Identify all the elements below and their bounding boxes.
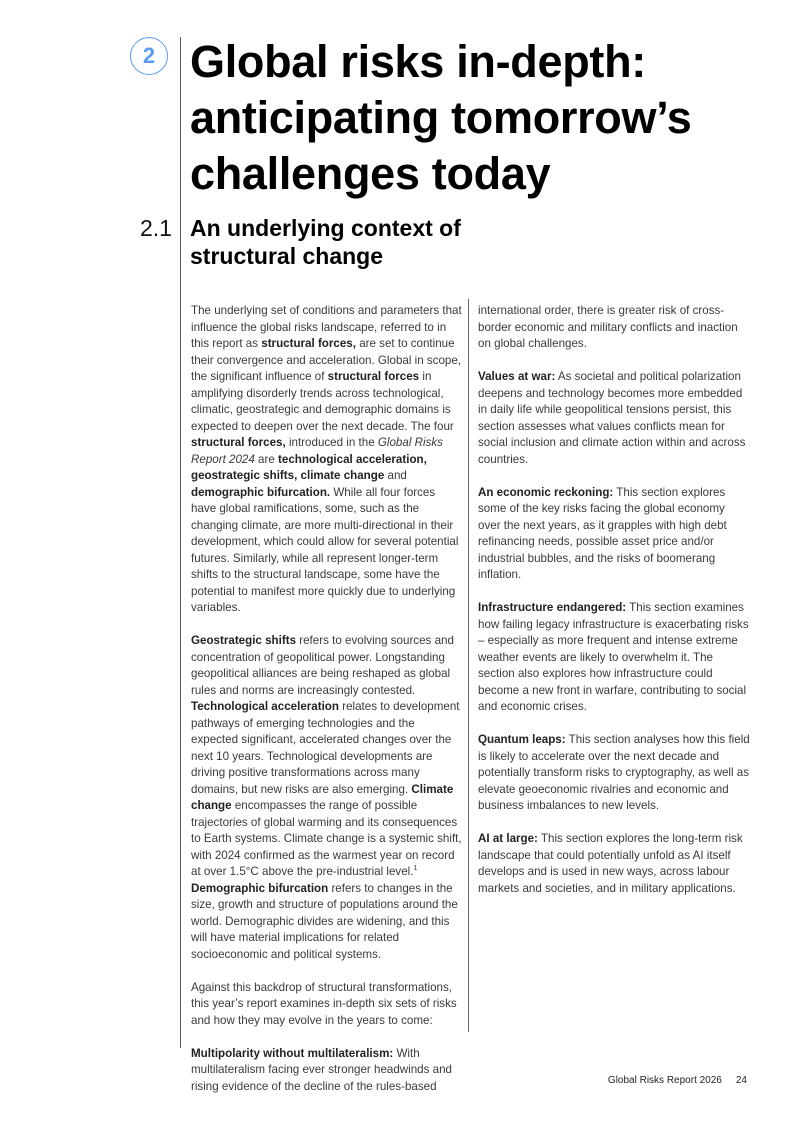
risk-item-multipolarity: Multipolarity without multilateralism: With multilateralism facing ever stronger headwinds and rising evidence of the decline of the rules-based [191,1046,452,1093]
body-column-right [478,303,750,914]
section-title: An underlying context of structural change [190,215,461,269]
report-citation: Global Risks Report 2024 [191,436,443,466]
risk-item-economic-reckoning: An economic reckoning: This section explores some of the key risks facing the global economy over the next years, as it grapples with high debt refinancing needs, possible asset price and/or industrial bubbles, and the risks of boomerang inflation. [478,485,727,581]
footer-report-name: Global Risks Report 2026 [607,1075,722,1086]
page-title: Global risks in-depth: anticipating tomorrow’s challenges today [190,36,692,199]
risk-item-quantum: Quantum leaps: This section analyses how this field is likely to accelerate over the next decade and potentially transform risks to cryptography, as well as elevate geoeconomic rivalries and economic and business imbalances to new levels. [478,733,750,812]
page-footer [608,1075,747,1086]
risk-item-ai: AI at large: This section explores the long-term risk landscape that could potentially unfold as AI itself develops and is used in new ways, across labour markets and societies, and in military applications. [478,832,743,895]
body-column-left [191,303,463,1112]
risk-item-infrastructure: Infrastructure endangered: This section examines how failing legacy infrastructure is exacerbating risks – especially as more frequent and intense extreme weather events are likely to overwhelm it. The section also explores how infrastructure could become a new front in warfare, contributing to social and economic crises. [478,601,749,713]
footnote-reference[interactable]: 1 [413,865,418,873]
risk-item-values-at-war: Values at war: As societal and political polarization deepens and technology becomes more embedded in daily life while geopolitical tensions persist, this section assesses what values conflicts mean for social inclusion and climate action within and across countries. [478,370,746,466]
paragraph-force-definitions: Geostrategic shifts refers to evolving sources and concentration of geopolitical power. Longstanding geopolitical alliances are being reshaped as global rules and norms are increasingly contested. Technological acceleration relates to development pathways of emerging technologies and the expected significant, accelerated changes over the next 10 years. Technological developments are driving positive transformations across many domains, but new risks are also emerging. Climate change encompasses the range of possible trajectories of global warming and its consequences to Earth systems. Climate change is a systemic shift, with 2024 confirmed as the warmest year on record at over 1.5°C above the pre-industrial level.$^1$ Demographic bifurcation refers to changes in the size, growth and structure of populations around the world. Demographic divides are widening, and this will have material implications for related socioeconomic and political systems. [191,634,462,961]
page-number: 24 [735,1075,747,1086]
risk-item-multipolarity-continued: international order, there is greater risk of cross-border economic and military conflicts and inaction on global challenges. [478,304,738,350]
chapter-number: 2 [142,43,156,68]
section-number: 2.1 [140,215,172,241]
paragraph-intro-risks: Against this backdrop of structural transformations, this year’s report examines in-depth six sets of risks and how they may evolve in the years to come: [191,980,457,1027]
chapter-number-badge [130,37,168,75]
left-divider-line [180,37,181,1048]
column-divider-line [468,299,469,1032]
paragraph-structural-forces: The underlying set of conditions and parameters that influence the global risks landscape, referred to in this report as structural forces, are set to continue their convergence and acceleration. Global in scope, the significant influence of structural forces in amplifying disorderly trends across technological, climatic, geostrategic and demographic domains is expected to deepen over the next decade. The four structural forces, introduced in the Global Risks Report 2024 are technological acceleration, geostrategic shifts, climate change and demographic bifurcation. While all four forces have global ramifications, some, such as the changing climate, are more multi-directional in their development, which could allow for several potential futures. Similarly, while all represent longer-term shifts to the structural landscape, some have the potential to manifest more quickly due to underlying variables. [191,304,462,614]
